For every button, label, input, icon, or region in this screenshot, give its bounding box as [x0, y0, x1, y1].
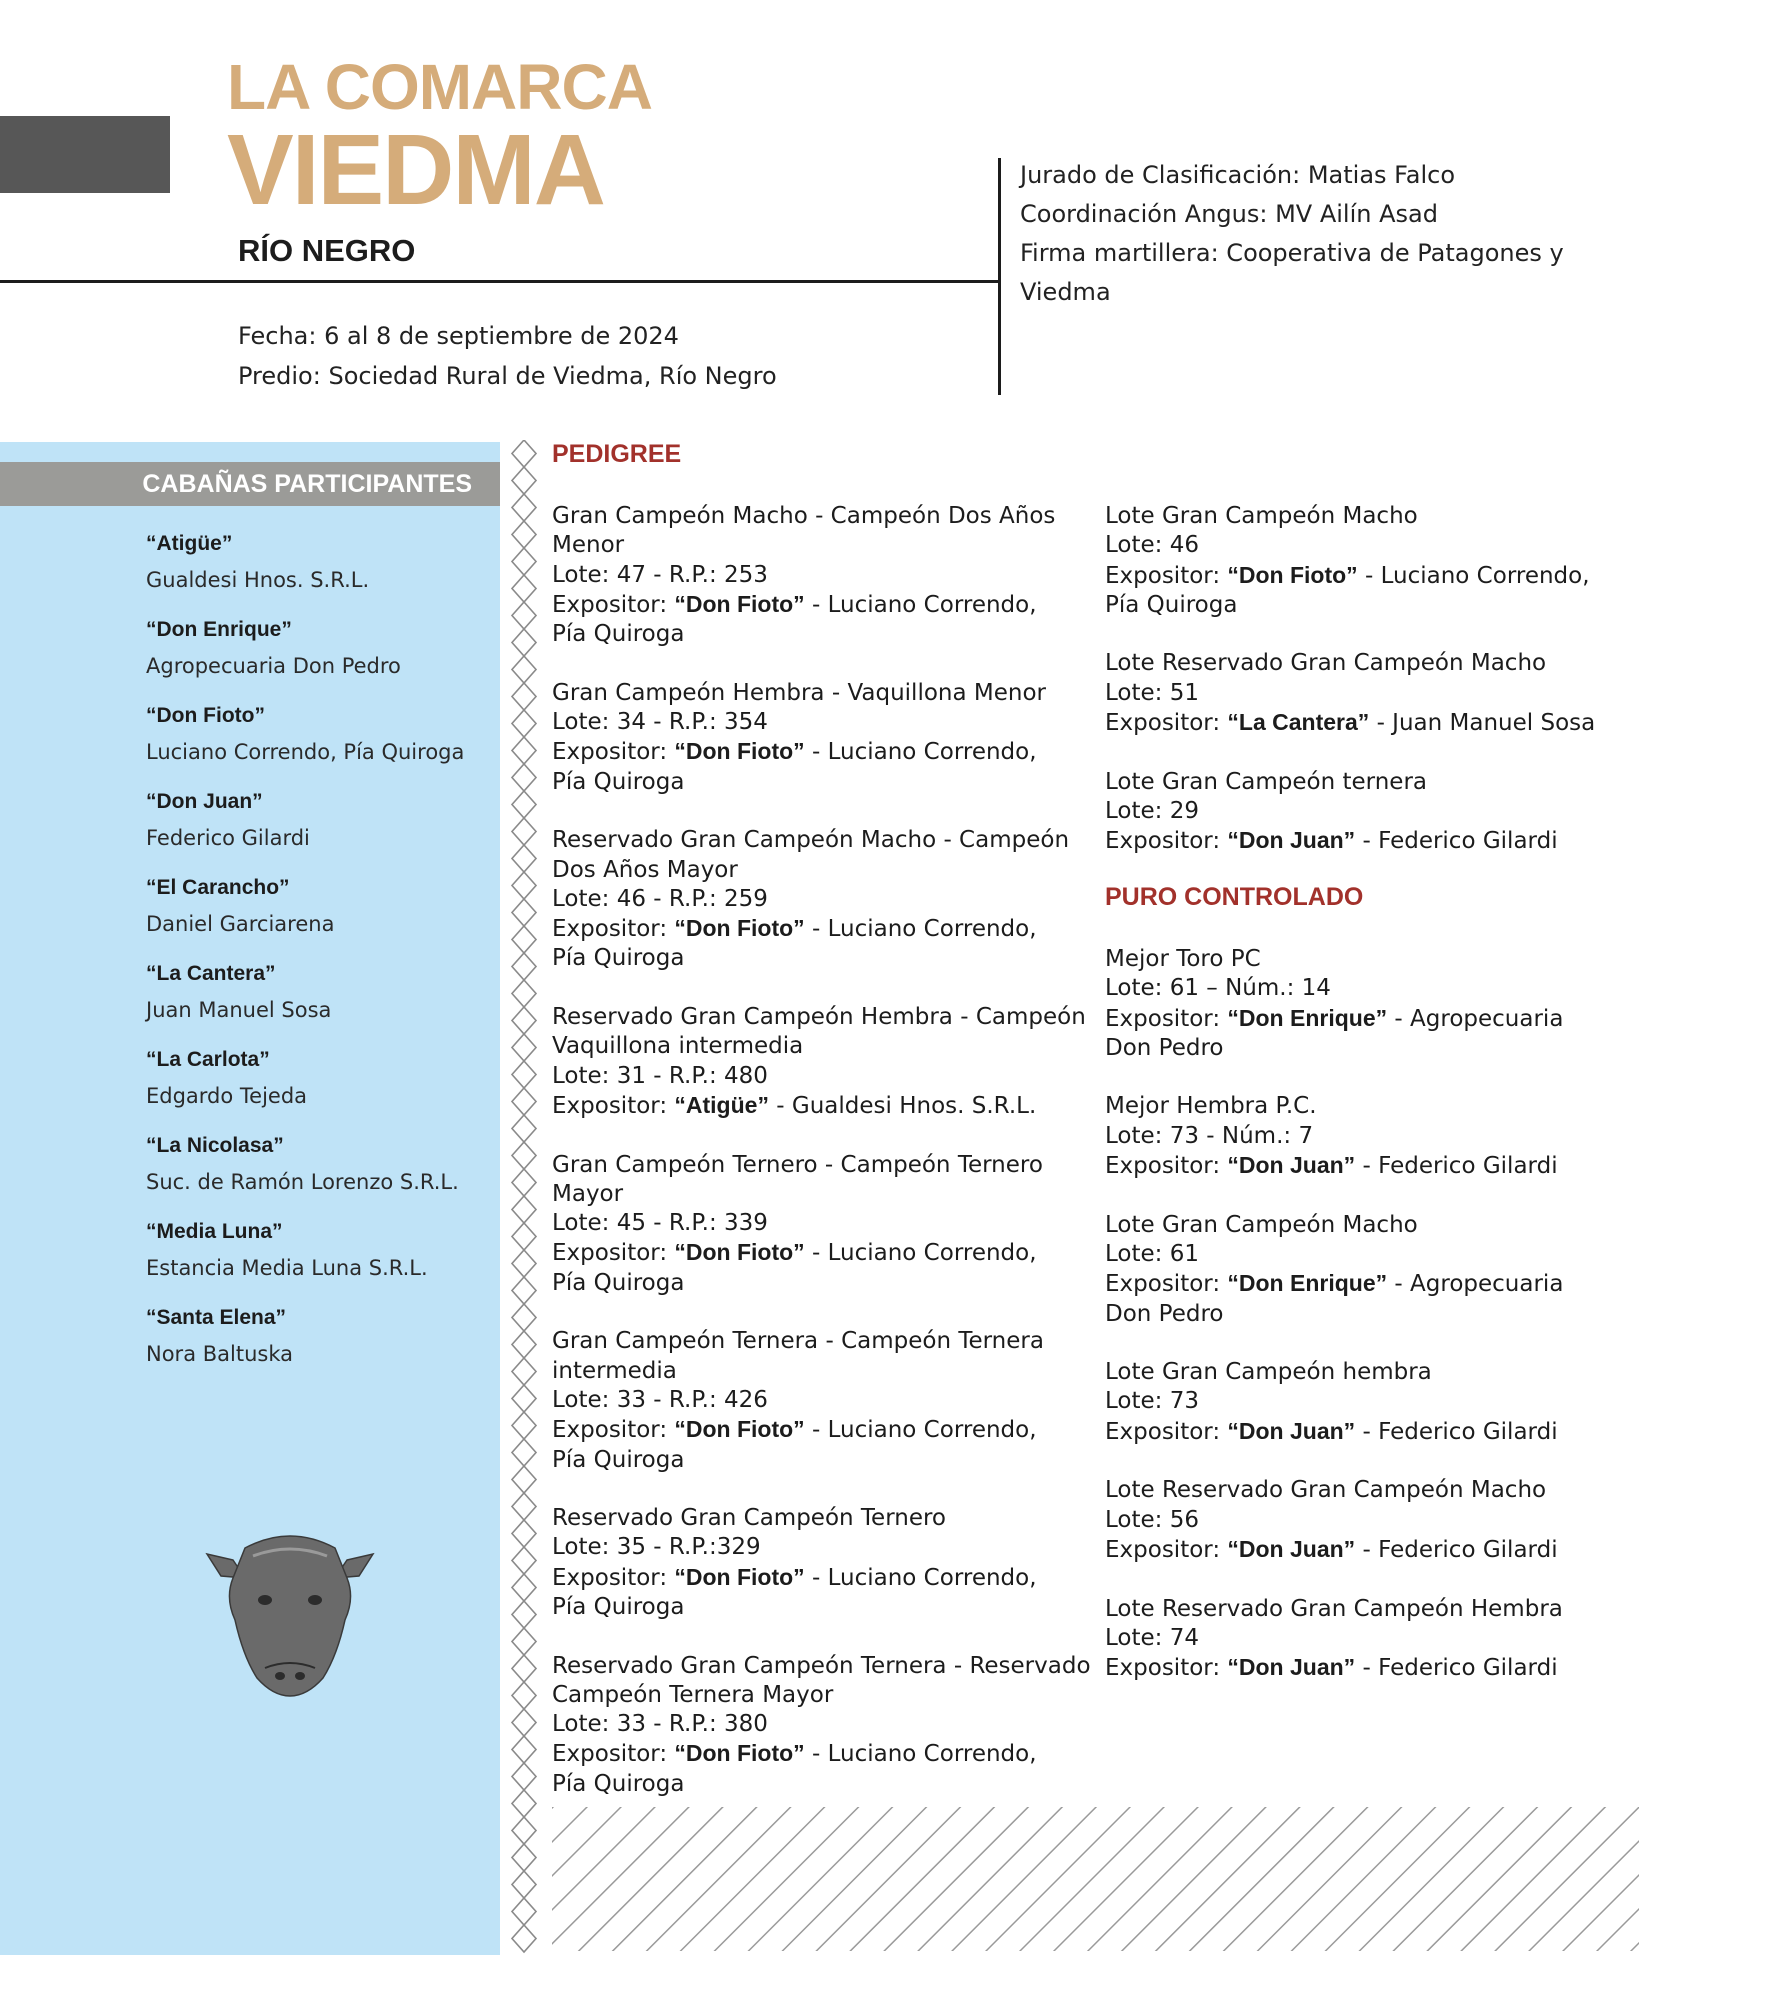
cabana-owner: Daniel Garciarena — [146, 912, 335, 936]
expositor-cabana: “Don Enrique” — [1227, 1270, 1388, 1297]
expositor-owner: - Federico Gilardi — [1355, 1536, 1558, 1563]
expositor-label: Expositor: — [1105, 1005, 1228, 1032]
diamond-shape — [512, 1925, 536, 1952]
expositor-line — [1105, 1269, 1605, 1299]
expositor-owner: - Federico Gilardi — [1355, 1153, 1558, 1180]
predio-text: Predio: Sociedad Rural de Viedma, Río Negro — [238, 362, 777, 390]
pedigree-title: PEDIGREE — [552, 440, 682, 468]
diamond-shape — [512, 1655, 536, 1682]
award-entry — [552, 826, 1092, 973]
expositor-owner-cont: Pía Quiroga — [552, 621, 685, 648]
expositor-cabana: “Don Fioto” — [674, 1416, 805, 1443]
cabana-item — [146, 528, 496, 614]
expositor-label: Expositor: — [1105, 1271, 1228, 1298]
expositor-cabana: “Don Fioto” — [674, 1563, 805, 1590]
award-entry — [552, 502, 1092, 649]
coordinacion-text: Coordinación Angus: MV Ailín Asad — [1020, 200, 1438, 228]
bull-head-icon — [205, 1528, 375, 1698]
diamond-shape — [512, 1547, 536, 1574]
diamond-shape — [512, 575, 536, 602]
award-entry — [1105, 1595, 1605, 1684]
expositor-owner: - Luciano Correndo, — [804, 1417, 1037, 1444]
cabana-name: “La Cantera” — [146, 962, 276, 985]
expositor-line — [1105, 1417, 1605, 1447]
jurado-text: Jurado de Clasificación: Matias Falco — [1020, 161, 1456, 189]
puro-controlado-list — [1105, 945, 1605, 1713]
expositor-line — [1105, 708, 1605, 738]
expositor-cabana: “Don Enrique” — [1227, 1004, 1388, 1031]
expositor-owner: - Luciano Correndo, — [804, 739, 1037, 766]
expositor-cabana: “La Cantera” — [1227, 709, 1370, 736]
expositor-label: Expositor: — [1105, 710, 1228, 737]
diamond-shape — [512, 467, 536, 494]
cabana-name: “Don Juan” — [146, 790, 263, 813]
award-entry — [1105, 1211, 1605, 1329]
diamond-shape — [512, 791, 536, 818]
cabana-owner: Gualdesi Hnos. S.R.L. — [146, 568, 370, 592]
expositor-line — [1105, 1004, 1605, 1034]
cabana-name: “Don Enrique” — [146, 618, 292, 641]
expositor-line — [552, 1091, 1092, 1121]
expositor-line — [1105, 1653, 1605, 1683]
award-line: Gran Campeón Ternero - Campeón Ternero Mayor — [552, 1151, 1043, 1207]
cabana-item — [146, 872, 496, 958]
award-entry — [1105, 502, 1605, 620]
expositor-owner-cont: Pía Quiroga — [552, 1269, 685, 1296]
expositor-cabana: “Don Fioto” — [674, 1740, 805, 1767]
expositor-owner: - Gualdesi Hnos. S.R.L. — [768, 1092, 1037, 1119]
expositor-cabana: “Don Fioto” — [674, 590, 805, 617]
cabanas-list — [146, 528, 496, 1388]
diamond-shape — [512, 1142, 536, 1169]
diamond-shape — [512, 1250, 536, 1277]
expositor-label: Expositor: — [1105, 1655, 1228, 1682]
expositor-owner-cont: Pía Quiroga — [552, 1446, 685, 1473]
title-viedma: VIEDMA — [227, 114, 604, 226]
award-entry — [1105, 649, 1605, 738]
expositor-label: Expositor: — [1105, 1536, 1228, 1563]
award-line: Gran Campeón Hembra - Vaquillona Menor — [552, 679, 1046, 706]
diamond-shape — [512, 656, 536, 683]
cabana-owner: Juan Manuel Sosa — [146, 998, 332, 1022]
award-line: Lote: 33 - R.P.: 380 — [552, 1711, 768, 1738]
expositor-owner: - Juan Manuel Sosa — [1369, 710, 1596, 737]
diamond-shape — [512, 926, 536, 953]
award-line: Gran Campeón Macho - Campeón Dos Años — [552, 503, 1056, 529]
cabana-name: “El Carancho” — [146, 876, 290, 899]
award-line: Lote: 56 — [1105, 1506, 1199, 1533]
expositor-cabana: “Don Fioto” — [674, 738, 805, 765]
expositor-label: Expositor: — [552, 1417, 675, 1444]
expositor-cabana: “Don Juan” — [1227, 1535, 1356, 1562]
diamond-shape — [512, 1385, 536, 1412]
cabana-item — [146, 958, 496, 1044]
region-label: RÍO NEGRO — [238, 233, 416, 268]
award-line: Vaquillona intermedia — [552, 1033, 804, 1060]
sidebar-title: CABAÑAS PARTICIPANTES — [0, 462, 500, 506]
fecha-text: Fecha: 6 al 8 de septiembre de 2024 — [238, 322, 679, 350]
expositor-label: Expositor: — [552, 916, 675, 943]
award-entry — [552, 1652, 1092, 1799]
diamond-shape — [512, 1763, 536, 1790]
header-divider — [0, 280, 1000, 283]
expositor-owner: - Agropecuaria — [1387, 1005, 1564, 1032]
award-line: Lote: 34 - R.P.: 354 — [552, 709, 768, 736]
expositor-label: Expositor: — [552, 1564, 675, 1591]
cabana-owner: Federico Gilardi — [146, 826, 310, 850]
expositor-owner: - Luciano Correndo, — [804, 916, 1037, 943]
diamond-shape — [512, 1871, 536, 1898]
expositor-label: Expositor: — [552, 739, 675, 766]
award-line: Lote Reservado Gran Campeón Macho — [1105, 1477, 1547, 1504]
expositor-label: Expositor: — [1105, 1153, 1228, 1180]
cabana-name: “La Carlota” — [146, 1048, 270, 1071]
award-line: Lote: 46 — [1105, 532, 1199, 559]
diamond-shape — [512, 1304, 536, 1331]
expositor-label: Expositor: — [552, 1092, 675, 1119]
diamond-shape — [512, 1034, 536, 1061]
award-line: intermedia — [552, 1357, 677, 1384]
diamond-shape — [512, 1628, 536, 1655]
award-line: Lote: 47 - R.P.: 253 — [552, 561, 768, 588]
award-line: Lote: 61 — [1105, 1240, 1199, 1267]
expositor-line — [1105, 1535, 1605, 1565]
staff-info — [1020, 156, 1580, 312]
award-entry — [1105, 1358, 1605, 1447]
expositor-line — [552, 1739, 1092, 1769]
diamond-shape — [512, 1898, 536, 1925]
award-line: Lote: 51 — [1105, 679, 1199, 706]
expositor-owner: - Federico Gilardi — [1355, 1655, 1558, 1682]
expositor-cabana: “Don Fioto” — [674, 1239, 805, 1266]
diamond-shape — [512, 737, 536, 764]
cabana-item — [146, 700, 496, 786]
award-line: Lote: 73 — [1105, 1388, 1199, 1415]
award-line: Lote: 46 - R.P.: 259 — [552, 885, 768, 912]
cabana-owner: Suc. de Ramón Lorenzo S.R.L. — [146, 1170, 459, 1194]
firma-text-cont: Viedma — [1020, 278, 1111, 306]
award-line: Lote Reservado Gran Campeón Hembra — [1105, 1595, 1563, 1622]
award-entry — [1105, 1476, 1605, 1565]
award-line: Dos Años Mayor — [552, 856, 738, 883]
title-la-comarca: LA COMARCA — [227, 51, 652, 123]
award-line: Lote: 45 - R.P.: 339 — [552, 1210, 768, 1237]
expositor-owner: - Luciano Correndo, — [804, 591, 1037, 618]
award-line: Lote Gran Campeón hembra — [1105, 1359, 1432, 1386]
expositor-owner-cont: Don Pedro — [1105, 1034, 1224, 1061]
cabana-item — [146, 614, 496, 700]
diamond-shape — [512, 764, 536, 791]
diamond-shape — [512, 1682, 536, 1709]
expositor-line — [1105, 826, 1605, 856]
diamond-shape — [512, 1331, 536, 1358]
expositor-owner-cont: Pía Quiroga — [552, 1770, 685, 1797]
award-entry — [1105, 1092, 1605, 1181]
diamond-shape — [512, 521, 536, 548]
diamond-shape — [512, 980, 536, 1007]
cabana-owner: Agropecuaria Don Pedro — [146, 654, 401, 678]
award-line: Campeón Ternera Mayor — [552, 1681, 834, 1708]
diamond-shape — [512, 1790, 536, 1817]
cabana-owner: Edgardo Tejeda — [146, 1084, 308, 1108]
award-line: Gran Campeón Ternera - Campeón Ternera — [552, 1328, 1044, 1355]
diamond-shape — [512, 710, 536, 737]
award-line: Lote: 73 - Núm.: 7 — [1105, 1122, 1314, 1149]
diamond-shape — [512, 440, 536, 467]
firma-text: Firma martillera: Cooperativa de Patagones y — [1020, 239, 1564, 267]
expositor-owner: - Luciano Correndo, — [804, 1741, 1037, 1768]
award-line: Menor — [552, 532, 625, 559]
cabana-name: “Media Luna” — [146, 1220, 283, 1243]
diamond-shape — [512, 1196, 536, 1223]
award-line: Lote: 61 – Núm.: 14 — [1105, 975, 1331, 1002]
expositor-label: Expositor: — [552, 1240, 675, 1267]
diamond-shape — [512, 1061, 536, 1088]
diamond-shape — [512, 683, 536, 710]
expositor-line — [552, 590, 1092, 620]
expositor-owner: - Agropecuaria — [1387, 1271, 1564, 1298]
award-line: Lote: 29 — [1105, 797, 1199, 824]
diamond-shape — [512, 1412, 536, 1439]
cabana-item — [146, 1302, 496, 1388]
diamond-shape — [512, 1574, 536, 1601]
award-line: Lote: 31 - R.P.: 480 — [552, 1062, 768, 1089]
award-line: Lote: 74 — [1105, 1624, 1199, 1651]
expositor-line — [552, 737, 1092, 767]
cabana-name: “Don Fioto” — [146, 704, 265, 727]
award-line: Reservado Gran Campeón Macho - Campeón — [552, 827, 1070, 854]
pedigree-lotes-list — [1105, 502, 1605, 886]
award-line: Lote Gran Campeón ternera — [1105, 768, 1427, 795]
diamond-shape — [512, 1358, 536, 1385]
diamond-shape — [512, 1709, 536, 1736]
award-entry — [552, 1003, 1092, 1121]
expositor-label: Expositor: — [552, 1741, 675, 1768]
diamond-shape — [512, 1439, 536, 1466]
header-vertical-divider — [998, 158, 1001, 395]
award-entry — [1105, 768, 1605, 857]
hatch-pattern — [552, 1807, 1639, 1951]
event-info — [238, 316, 777, 396]
diamond-shape — [512, 1115, 536, 1142]
expositor-owner-cont: Don Pedro — [1105, 1300, 1224, 1327]
diamond-shape — [512, 1007, 536, 1034]
diamond-shape — [512, 494, 536, 521]
diamond-shape — [512, 818, 536, 845]
expositor-cabana: “Don Fioto” — [1227, 561, 1358, 588]
award-line: Mejor Toro PC — [1105, 946, 1261, 972]
expositor-line — [552, 1563, 1092, 1593]
expositor-line — [1105, 561, 1605, 591]
award-line: Lote Gran Campeón Macho — [1105, 1211, 1418, 1238]
diamond-shape — [512, 1277, 536, 1304]
diamond-shape — [512, 629, 536, 656]
diamond-shape — [512, 872, 536, 899]
expositor-label: Expositor: — [1105, 1418, 1228, 1445]
award-line: Lote Gran Campeón Macho — [1105, 503, 1418, 529]
award-line: Mejor Hembra P.C. — [1105, 1093, 1317, 1120]
diamond-shape — [512, 845, 536, 872]
expositor-line — [552, 1238, 1092, 1268]
award-line: Lote Reservado Gran Campeón Macho — [1105, 650, 1547, 677]
award-entry — [1105, 945, 1605, 1063]
diamond-shape — [512, 1088, 536, 1115]
cabana-item — [146, 1130, 496, 1216]
cabana-name: “Atigüe” — [146, 532, 233, 555]
expositor-owner-cont: Pía Quiroga — [552, 768, 685, 795]
expositor-cabana: “Don Fioto” — [674, 915, 805, 942]
cabana-owner: Luciano Correndo, Pía Quiroga — [146, 740, 465, 764]
diamond-shape — [512, 548, 536, 575]
cabana-name: “Santa Elena” — [146, 1306, 287, 1329]
puro-controlado-title: PURO CONTROLADO — [1105, 883, 1364, 911]
diamond-shape — [512, 1169, 536, 1196]
diamond-shape — [512, 899, 536, 926]
diamond-shape — [512, 1736, 536, 1763]
diamond-chain-icon — [510, 440, 538, 1955]
award-line: Reservado Gran Campeón Ternera - Reservado — [552, 1652, 1091, 1679]
award-entry — [552, 679, 1092, 797]
expositor-owner-cont: Pía Quiroga — [552, 945, 685, 972]
award-line: Lote: 35 - R.P.:329 — [552, 1534, 761, 1561]
expositor-owner: - Federico Gilardi — [1355, 1418, 1558, 1445]
diamond-shape — [512, 1601, 536, 1628]
expositor-owner: - Federico Gilardi — [1355, 828, 1558, 855]
diamond-shape — [512, 1844, 536, 1871]
expositor-label: Expositor: — [552, 591, 675, 618]
cabana-item — [146, 786, 496, 872]
expositor-label: Expositor: — [1105, 562, 1228, 589]
pedigree-list — [552, 502, 1092, 1828]
diamond-shape — [512, 1520, 536, 1547]
award-line: Reservado Gran Campeón Ternero — [552, 1505, 946, 1532]
award-entry — [552, 1327, 1092, 1474]
diamond-shape — [512, 1223, 536, 1250]
award-entry — [552, 1504, 1092, 1622]
cabana-item — [146, 1216, 496, 1302]
diamond-shape — [512, 602, 536, 629]
cabana-owner: Estancia Media Luna S.R.L. — [146, 1256, 428, 1280]
expositor-owner: - Luciano Correndo, — [804, 1564, 1037, 1591]
expositor-label: Expositor: — [1105, 828, 1228, 855]
expositor-owner: - Luciano Correndo, — [1357, 562, 1590, 589]
diamond-shape — [512, 1493, 536, 1520]
header-gray-block — [0, 116, 170, 193]
expositor-line — [552, 914, 1092, 944]
diamond-shape — [512, 1817, 536, 1844]
expositor-owner: - Luciano Correndo, — [804, 1240, 1037, 1267]
award-entry — [552, 1151, 1092, 1298]
cabana-item — [146, 1044, 496, 1130]
cabana-name: “La Nicolasa” — [146, 1134, 284, 1157]
expositor-line — [1105, 1151, 1605, 1181]
expositor-cabana: “Atigüe” — [674, 1091, 769, 1118]
award-line: Lote: 33 - R.P.: 426 — [552, 1386, 768, 1413]
award-line: Reservado Gran Campeón Hembra - Campeón — [552, 1004, 1086, 1031]
expositor-owner-cont: Pía Quiroga — [1105, 591, 1238, 618]
expositor-line — [552, 1415, 1092, 1445]
expositor-cabana: “Don Juan” — [1227, 1654, 1356, 1681]
diamond-shape — [512, 953, 536, 980]
expositor-owner-cont: Pía Quiroga — [552, 1593, 685, 1620]
diamond-shape — [512, 1466, 536, 1493]
expositor-cabana: “Don Juan” — [1227, 1152, 1356, 1179]
expositor-cabana: “Don Juan” — [1227, 827, 1356, 854]
cabana-owner: Nora Baltuska — [146, 1342, 293, 1366]
expositor-cabana: “Don Juan” — [1227, 1417, 1356, 1444]
